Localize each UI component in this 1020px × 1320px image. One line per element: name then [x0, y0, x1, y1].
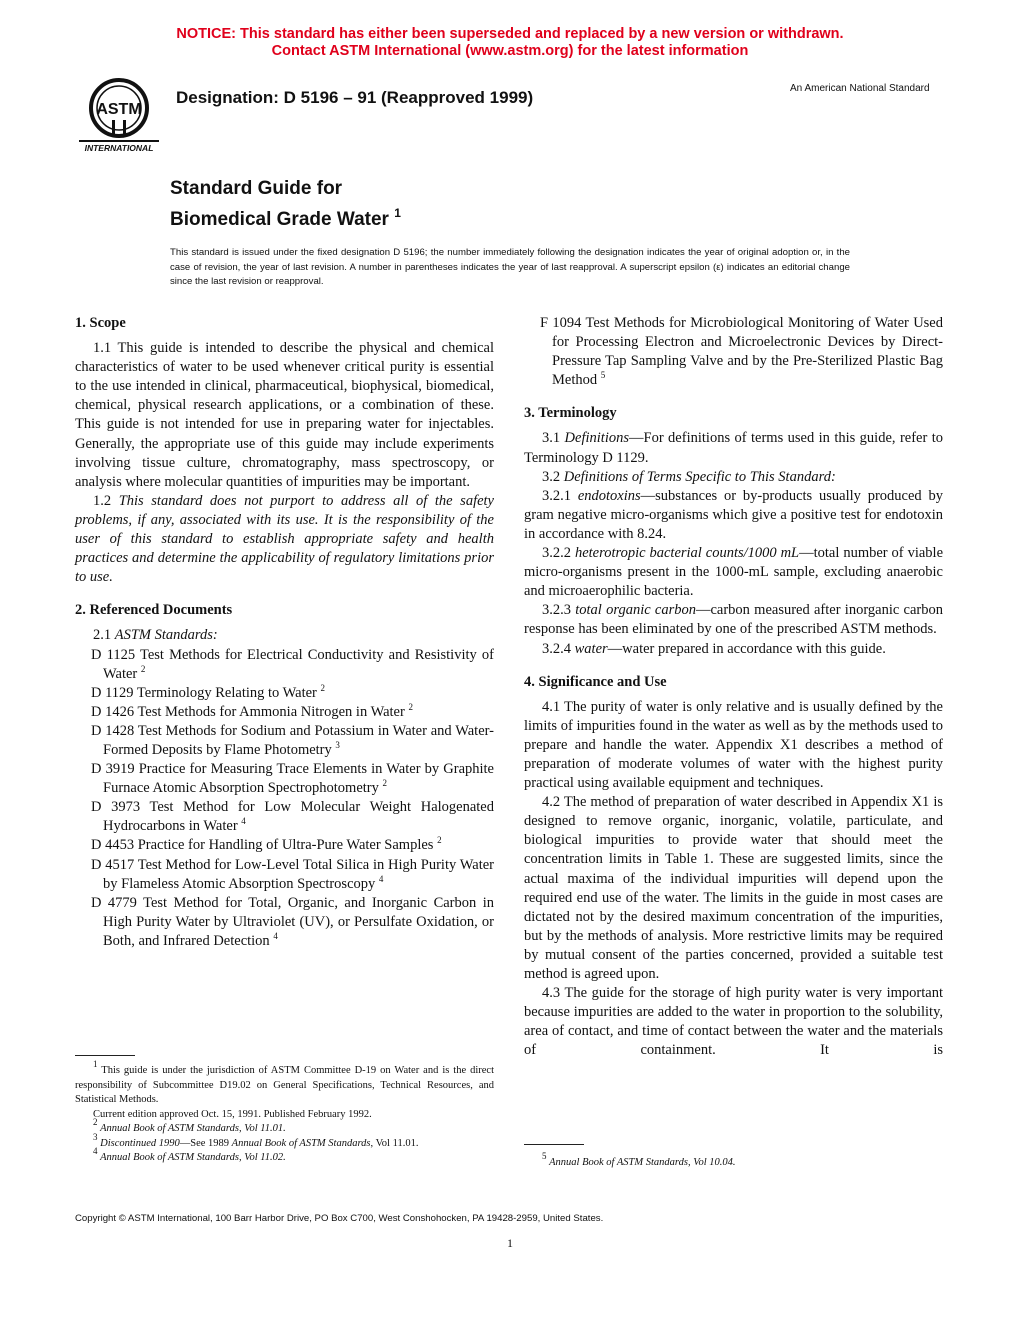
logo-subtext: INTERNATIONAL	[84, 143, 154, 153]
term-3-2-4-text: —water prepared in accordance with this guide.	[607, 640, 886, 657]
term-3-2-4-term: water	[574, 640, 608, 657]
footnote-1b: Current edition approved Oct. 15, 1991. Published February 1992.	[93, 1108, 372, 1120]
section-heading-terminology: 3. Terminology	[524, 405, 617, 422]
ref-item	[75, 722, 494, 760]
term-3-1-num: 3.1	[542, 430, 561, 447]
footnote-3-mark: 3	[93, 1131, 98, 1142]
ref-footnote-mark: 5	[600, 370, 606, 381]
ref-item	[75, 684, 494, 703]
title-footnote-mark: 1	[394, 206, 401, 220]
term-3-1-term: Definitions	[564, 430, 629, 447]
ref-text: F 1094 Test Methods for Microbiological Monitoring of Water Used for Processing Electron and Microelectronic Devices by Direct-Pressure Tap Sampling Valve and by the Pre-Sterilized Plastic Bag Method	[540, 315, 943, 389]
ref-footnote-mark: 3	[335, 739, 340, 750]
notice-line-2: Contact ASTM International (www.astm.org) for the latest information	[271, 43, 749, 59]
american-national-standard: An American National Standard	[790, 83, 930, 94]
referenced-2-1-text: ASTM Standards:	[114, 627, 218, 644]
title-line-1: Standard Guide for	[170, 178, 343, 199]
footnote-2-text: Annual Book of ASTM Standards, Vol 11.01.	[100, 1123, 286, 1134]
footnote-5	[524, 1151, 943, 1171]
ref-footnote-mark: 4	[241, 816, 246, 827]
ref-text: D 1428 Test Methods for Sodium and Potassium in Water and Water-Formed Deposits by Flame Photometry	[91, 722, 494, 758]
footnote-1	[75, 1059, 494, 1108]
footnote-4-mark: 4	[93, 1146, 98, 1156]
scope-1-2-text: This standard does not purport to address all of the safety problems, if any, associated with its use. It is the responsibility of the user of this standard to establish appropriate safety and health practices and determine the applicability of regulatory limitations prior to use.	[75, 492, 494, 586]
ref-footnote-mark: 2	[437, 835, 442, 846]
term-3-2-num: 3.2	[542, 468, 561, 485]
term-3-2-3-num: 3.2.3	[542, 602, 571, 619]
footnote-1-text: This guide is under the jurisdiction of ASTM Committee D-19 on Water and is the direct responsibility of Subcommittee D19.02 on General Specifications, Technical Resources, and Statistical Methods.	[75, 1065, 494, 1105]
term-3-2-1-term: endotoxins	[577, 487, 641, 504]
ref-item	[75, 646, 494, 684]
footnote-3-b: —See 1989	[179, 1137, 232, 1149]
footnote-3-c: Annual Book of ASTM Standards	[231, 1137, 371, 1149]
title-line-2: Biomedical Grade Water	[170, 209, 389, 230]
ref-item	[524, 314, 943, 390]
term-3-2-2	[524, 544, 943, 601]
significance-4-3: 4.3 The guide for the storage of high purity water is very important because impurities are added to the water in proportion to the solubility, area of contact, and time of contact between the water and the materials of containment. It is	[524, 985, 943, 1059]
scope-1-1: 1.1 This guide is intended to describe the physical and chemical characteristics of water to be used whenever critical purity is essential to the use intended in clinical, pharmaceutical, biophysical, biomedical, chemical, physical research applications, or a combination of these. This guide is not intended for use in preparing water for injectables. Generally, the appropriate use of this guide may include experiments involving tissue culture, chromatography, mass spectroscopy, or analysis where molecular quantities of impurities may be important.	[75, 340, 494, 490]
ref-footnote-mark: 4	[378, 873, 384, 884]
term-3-2-term: Definitions of Terms Specific to This Standard:	[563, 468, 836, 485]
ref-text: D 3973 Test Method for Low Molecular Weight Halogenated Hydrocarbons in Water	[91, 799, 494, 835]
referenced-2-1	[75, 626, 494, 645]
ref-footnote-mark: 2	[140, 663, 146, 674]
ref-item	[75, 894, 494, 951]
ref-item	[75, 760, 494, 798]
footnote-3-d: , Vol 11.01.	[370, 1137, 419, 1149]
ref-footnote-mark: 2	[382, 778, 387, 789]
scope-1-2-num: 1.2	[93, 492, 112, 509]
term-3-2	[524, 468, 943, 487]
ref-text: D 1129 Terminology Relating to Water	[91, 684, 317, 701]
ref-text: D 1125 Test Methods for Electrical Conductivity and Resistivity of Water	[91, 646, 494, 682]
term-3-1-text: —For definitions of terms used in this guide, refer to Terminology D 1129.	[524, 430, 943, 466]
ref-footnote-mark: 2	[408, 701, 413, 712]
ref-item	[75, 703, 494, 722]
ref-footnote-mark: 4	[273, 930, 278, 941]
ref-text: D 3919 Practice for Measuring Trace Elements in Water by Graphite Furnace Atomic Absorption Spectrophotometry	[91, 761, 494, 797]
significance-4-1: 4.1 The purity of water is only relative and is usually defined by the limits of impurities found in the water as well as by the methods used to prepare and handle the water. Appendix X1 describes a method of preparation of moderate volumes of water with the highest purity practical using available equipment and techniques.	[524, 698, 943, 792]
ref-item	[75, 856, 494, 894]
footnote-5-text: Annual Book of ASTM Standards, Vol 10.04.	[549, 1157, 736, 1168]
section-heading-significance: 4. Significance and Use	[524, 673, 667, 690]
referenced-2-1-num: 2.1	[93, 627, 112, 644]
footnote-rule-left	[75, 1055, 135, 1056]
left-column	[75, 314, 494, 951]
term-3-2-3-text: —carbon measured after inorganic carbon response has been eliminated by one of the prescribed ASTM methods.	[524, 602, 943, 638]
term-3-2-1-num: 3.2.1	[542, 487, 571, 504]
section-heading-scope: 1. Scope	[75, 315, 126, 331]
footnote-2	[75, 1117, 494, 1137]
document-title	[170, 176, 401, 232]
footnote-1-mark: 1	[93, 1059, 98, 1069]
copyright: Copyright © ASTM International, 100 Barr Harbor Drive, PO Box C700, West Conshohocken, PA 19428-2959, United States.	[75, 1213, 604, 1224]
term-3-2-4-num: 3.2.4	[542, 640, 571, 657]
footnotes-left	[75, 1059, 494, 1166]
ref-text: D 4779 Test Method for Total, Organic, and Inorganic Carbon in High Purity Water by Ultraviolet (UV), or Persulfate Oxidation, or Both, and Infrared Detection	[91, 894, 494, 949]
issued-note: This standard is issued under the fixed designation D 5196; the number immediately following the designation indicates the year of original adoption or, in the case of revision, the year of last revision. A number in parentheses indicates the year of last reapproval. A superscript epsilon (ε) indicates an editorial change since the last revision or reapproval.	[170, 247, 850, 287]
significance-4-2: 4.2 The method of preparation of water described in Appendix X1 is designed to remove organic, inorganic, volatile, particulate, and biological impurities to provide water that should meet the concentration limits in Table 1. These are suggested limits, since the actual maxima of the individual impurities will depend upon the required end use of the water. The limits in the guide in most cases are dictated not by the desired maximum concentration of the impurities, but by the methods of analysis. More restrictive limits may be required by mutual consent of the parties concerned, provided a suitable test method is agreed upon.	[524, 794, 943, 982]
term-3-2-2-term: heterotropic bacterial counts/1000 mL	[574, 545, 800, 562]
astm-logo	[76, 74, 162, 156]
right-column	[524, 314, 943, 1060]
footnote-4	[75, 1146, 494, 1166]
scope-1-2	[75, 492, 494, 587]
term-3-2-1-text: —substances or by-products usually produced by gram negative micro-organisms which give a positive test for endotoxin in accordance with 8.24.	[524, 487, 943, 542]
section-heading-referenced: 2. Referenced Documents	[75, 602, 233, 619]
footnote-4-text: Annual Book of ASTM Standards, Vol 11.02.	[100, 1152, 286, 1163]
term-3-2-1	[524, 487, 943, 544]
footnote-3-a: Discontinued 1990	[100, 1137, 180, 1149]
ref-text: D 1426 Test Methods for Ammonia Nitrogen in Water	[91, 703, 405, 720]
footnote-5-mark: 5	[542, 1151, 547, 1161]
term-3-2-2-num: 3.2.2	[542, 545, 571, 562]
ref-footnote-mark: 2	[320, 682, 326, 693]
ref-text: D 4453 Practice for Handling of Ultra-Pure Water Samples	[91, 837, 434, 854]
term-3-2-3	[524, 601, 943, 639]
term-3-2-2-text: —total number of viable micro-organisms present in the 1000-mL sample, excluding anaerobic and microaerophilic bacteria.	[524, 545, 944, 600]
term-3-1	[524, 429, 943, 467]
ref-item	[75, 836, 494, 855]
notice-banner	[0, 26, 1020, 60]
ref-item	[75, 798, 494, 836]
logo-text: ASTM	[96, 101, 142, 118]
notice-line-1: NOTICE: This standard has either been superseded and replaced by a new version or withdrawn.	[176, 26, 844, 42]
footnotes-right	[524, 1151, 943, 1171]
page-number: 1	[507, 1236, 513, 1250]
footnote-3	[75, 1131, 494, 1152]
footnote-2-mark: 2	[93, 1117, 98, 1127]
term-3-2-3-term: total organic carbon	[575, 602, 696, 619]
term-3-2-4	[524, 640, 943, 659]
footnote-rule-right	[524, 1144, 584, 1145]
designation: Designation: D 5196 – 91 (Reapproved 1999)	[176, 88, 534, 107]
ref-text: D 4517 Test Method for Low-Level Total Silica in High Purity Water by Flameless Atomic Absorption Spectroscopy	[91, 856, 494, 892]
